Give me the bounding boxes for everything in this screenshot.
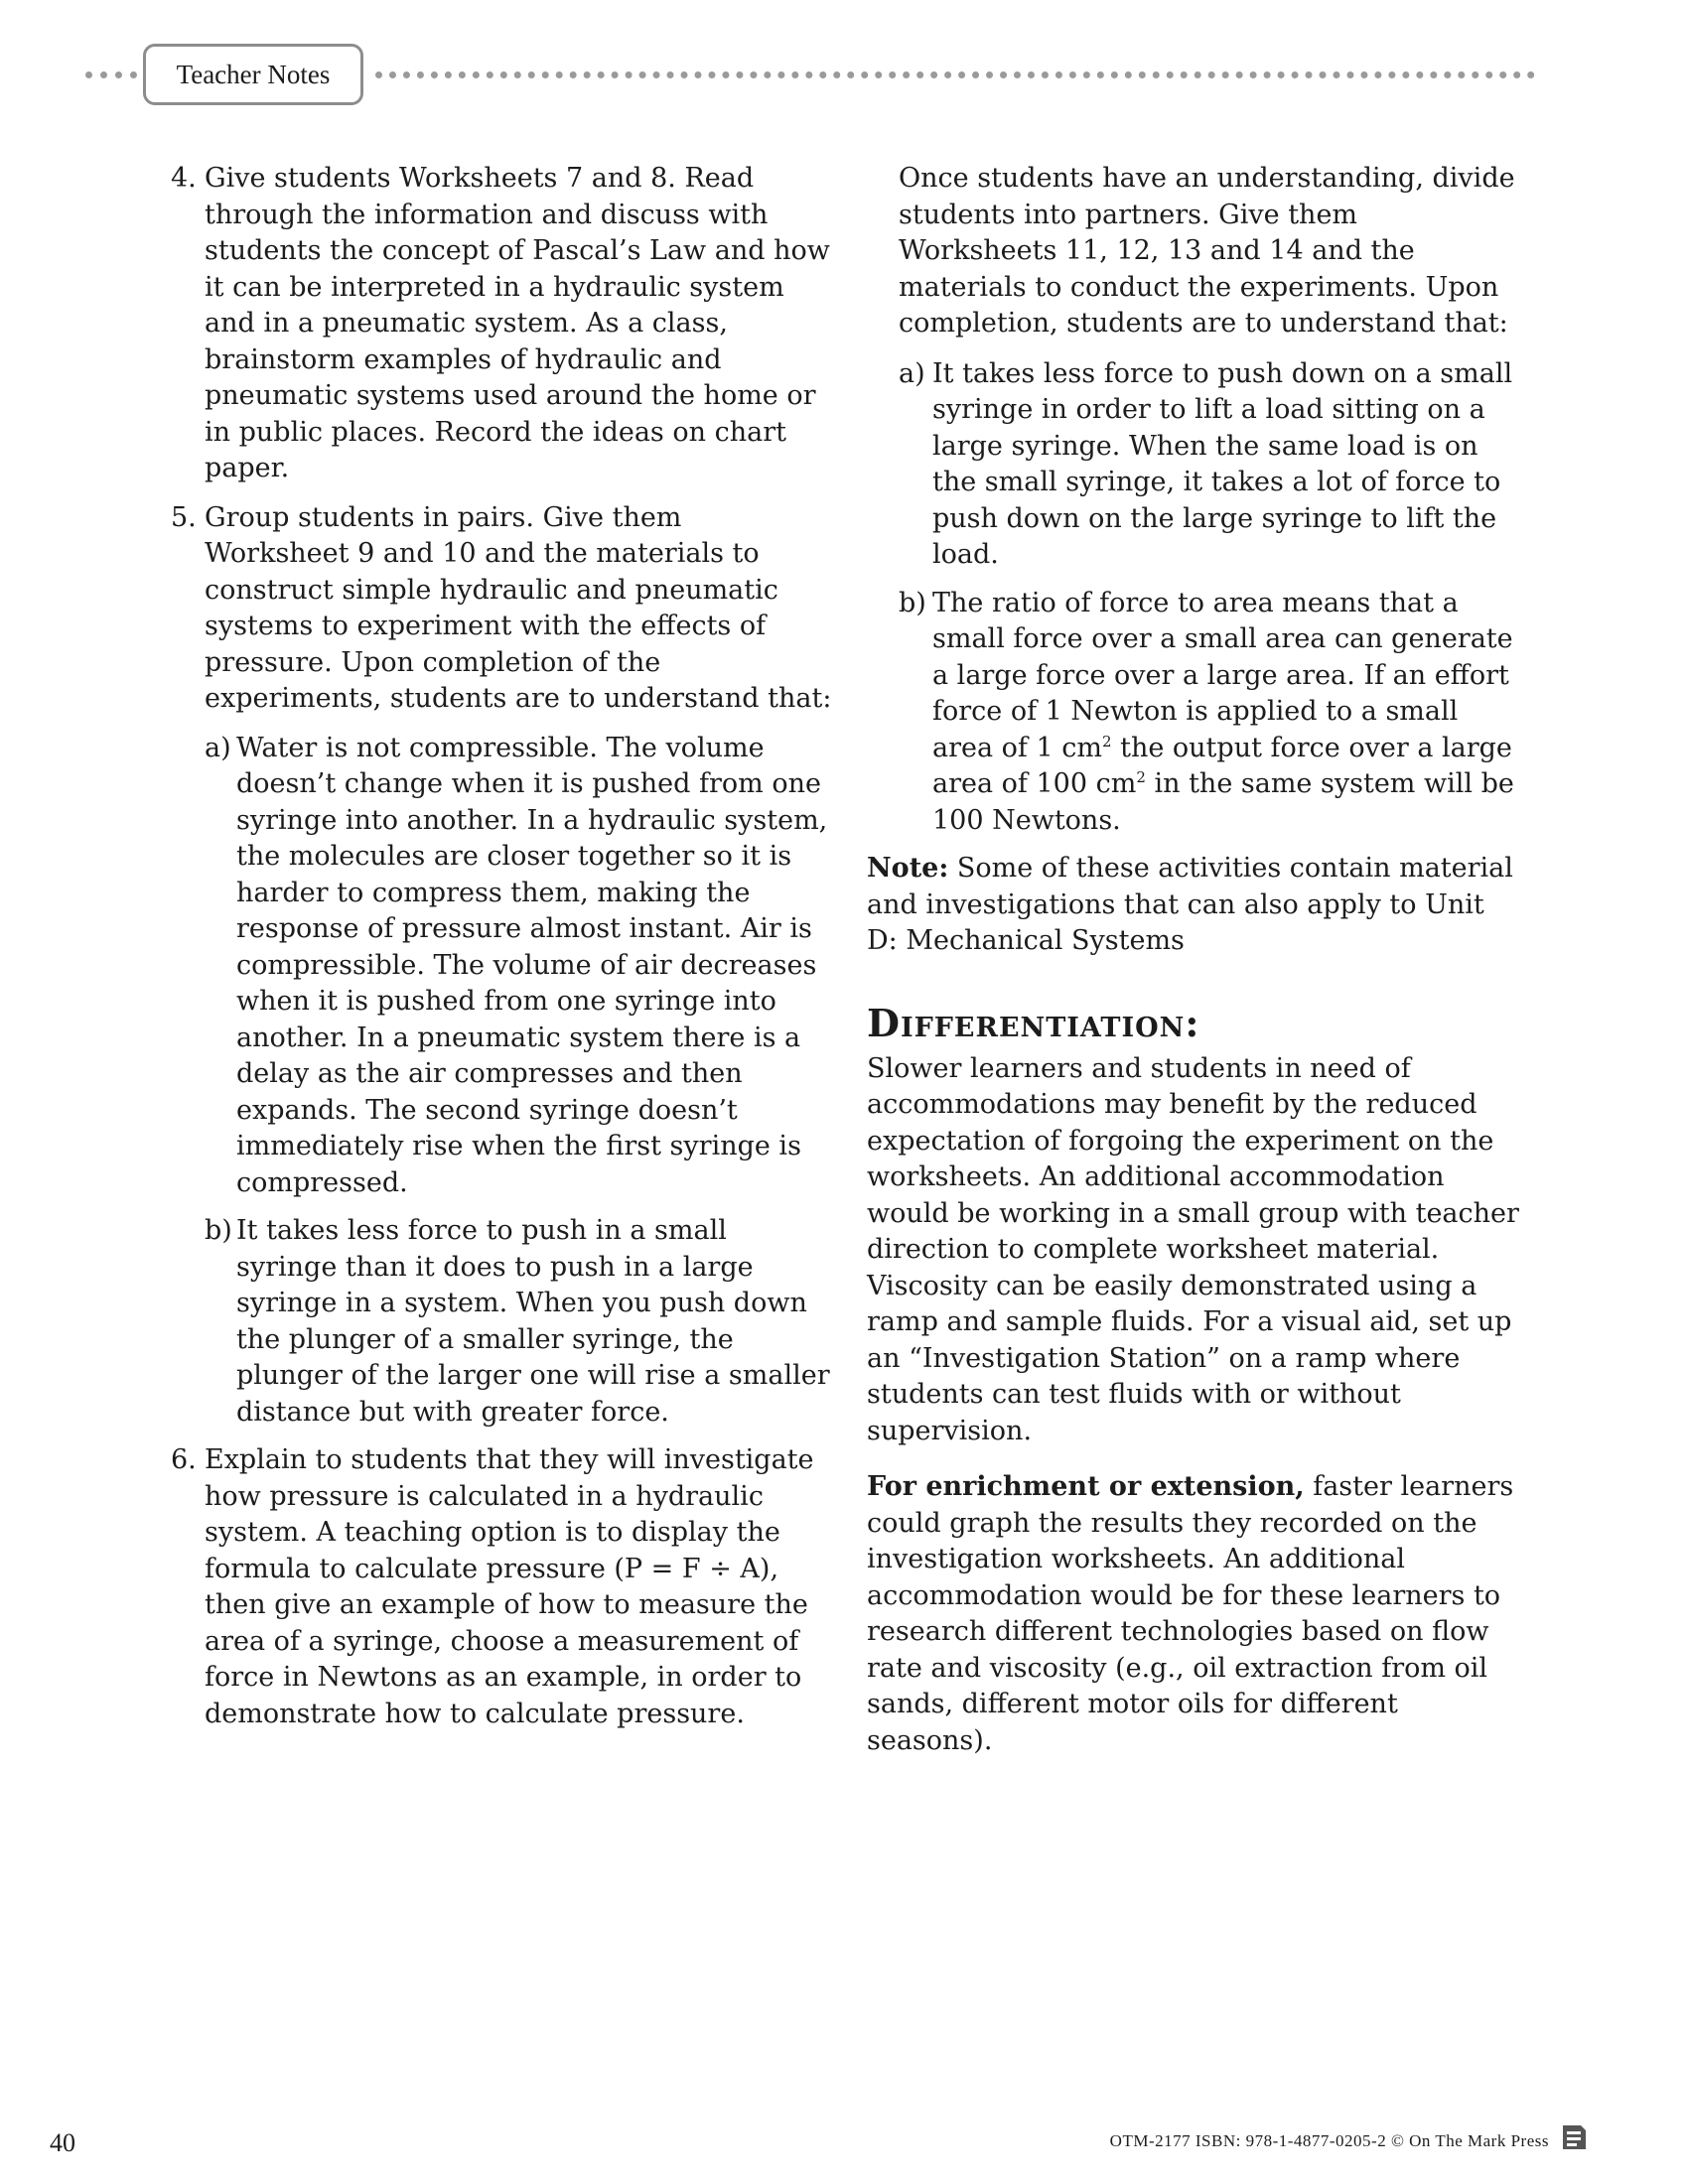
sub-item-text-part: in the same system will be 100 Newtons. (932, 768, 1514, 836)
publisher-logo-icon (1559, 2122, 1589, 2152)
enrichment-text: faster learners could graph the results they recorded on the investigation worksheets. An additional accommodation would be for these learners to research different technologies based on flow rate and viscosity (e.g., oil extraction from oil sands, different motor oils for different seasons). (867, 1471, 1514, 1756)
teacher-notes-label: Teacher Notes (176, 59, 331, 89)
sub-item-text (932, 586, 1522, 840)
list-item-5 (171, 500, 834, 718)
sub-item-5b (171, 1213, 834, 1431)
sub-item-text: It takes less force to push in a small syringe than it does to push in a large syringe in a system. When you push down the plunger of a smaller syringe, the plunger of the larger one will rise a smaller distance but with greater force. (236, 1215, 830, 1428)
right-column (867, 161, 1522, 1779)
note-label: Note: (867, 853, 949, 884)
item-number: 4. (171, 163, 197, 194)
note-text: Some of these activities contain material and investigations that can also apply to Unit D: Mechanical Systems (867, 853, 1513, 956)
item-text: Give students Worksheets 7 and 8. Read through the information and discuss with students the concept of Pascal’s Law and how it can be interpreted in a hydraulic system and in a pneumatic system. As a class, brainstorm examples of hydraulic and pneumatic systems used around the home or in public places. Record the ideas on chart paper. (205, 163, 830, 483)
superscript-two: 2 (1136, 768, 1146, 786)
sub-item-text-part: the output force over a large area of 100 cm (932, 732, 1512, 799)
item-number: 6. (171, 1444, 197, 1475)
enrichment-paragraph (867, 1469, 1522, 1759)
sub-item-label: b) (899, 587, 926, 618)
page-number: 40 (50, 2128, 75, 2157)
item-text: Group students in pairs. Give them Worksheet 9 and 10 and the materials to construct simple hydraulic and pneumatic systems to experiment with the effects of pressure. Upon completion of the experiments, students are to understand that: (205, 501, 832, 714)
sub-item-a (867, 356, 1522, 574)
header-dotted-rule-left (85, 71, 137, 78)
note-paragraph (867, 851, 1522, 960)
sub-item-label: a) (205, 732, 231, 763)
sub-item-text: It takes less force to push down on a small syringe in order to lift a load sitting on a large syringe. When the same load is on the small syringe, it takes a lot of force to push down on the large syringe to lift the load. (932, 357, 1513, 570)
sub-item-text: Water is not compressible. The volume doesn’t change when it is pushed from one syringe into another. In a hydraulic system, the molecules are closer together so it is harder to compress them, making the response of pressure almost instant. Air is compressible. The volume of air decreases when it is pushed from one syringe into another. In a pneumatic system there is a delay as the air compresses and then expands. The second syringe doesn’t immediately rise when the first syringe is compressed. (236, 732, 828, 1198)
header-dotted-rule-right (375, 71, 1535, 78)
sub-item-5a (171, 731, 834, 1202)
sub-item-label: b) (205, 1215, 232, 1246)
sub-item-text-part: The ratio of force to area means that a small force over a small area can generate a large force over a large area. If an effort force of 1 Newton is applied to a small area of 1 cm (932, 587, 1513, 763)
continuation-paragraph: Once students have an understanding, divide students into partners. Give them Worksheets 11, 12, 13 and 14 and the materials to conduct the experiments. Upon completion, students are to understand that: (899, 163, 1515, 339)
sub-item-label: a) (899, 357, 925, 389)
item-text: Explain to students that they will investigate how pressure is calculated in a hydraulic system. A teaching option is to display the formula to calculate pressure (P = F ÷ A), then give an example of how to measure the area of a syringe, choose a measurement of force in Newtons as an example, in order to demonstrate how to calculate pressure. (205, 1444, 814, 1729)
teacher-notes-tab (143, 44, 363, 105)
left-column (171, 161, 834, 1745)
list-item-4 (171, 161, 834, 487)
sub-item-b (867, 586, 1522, 840)
enrichment-label: For enrichment or extension, (867, 1471, 1305, 1502)
publisher-line: OTM-2177 ISBN: 978-1-4877-0205-2 © On The Mark Press (1109, 2131, 1549, 2150)
differentiation-heading: Differentiation: (867, 1000, 1200, 1045)
list-item-6 (171, 1442, 834, 1732)
differentiation-paragraph: Slower learners and students in need of accommodations may benefit by the reduced expectation of forgoing the experiment on the worksheets. An additional accommodation would be working in a small group with teacher direction to complete worksheet material. Viscosity can be easily demonstrated using a ramp and sample fluids. For a visual aid, set up an “Investigation Station” on a ramp where students can test fluids with or without supervision. (867, 1052, 1519, 1446)
superscript-two: 2 (1101, 732, 1112, 751)
item-number: 5. (171, 501, 197, 533)
